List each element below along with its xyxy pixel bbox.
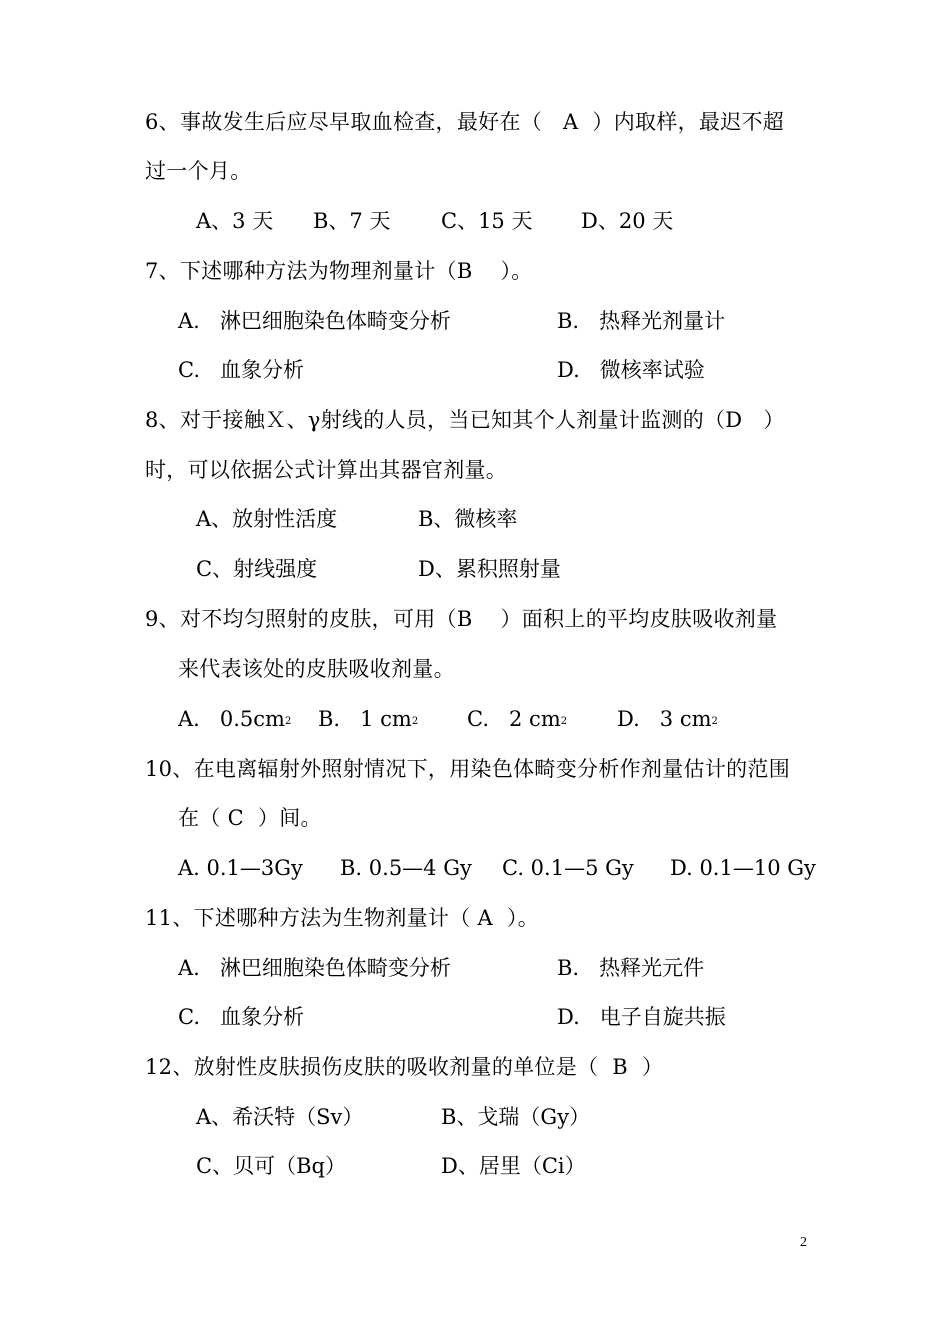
question-8-line-2: 时，可以依据公式计算出其器官剂量。 (145, 458, 508, 482)
question-8-option-c: C、射线强度 (196, 557, 318, 581)
question-9-option-d: D. 3 $cm^2$ (617, 707, 718, 731)
question-9-line-1: 9、对不均匀照射的皮肤，可用（B ）面积上的平均皮肤吸收剂量 (145, 607, 778, 631)
question-8-option-a: A、放射性活度 (196, 507, 338, 531)
question-11-option-b: B. 热释光元件 (557, 956, 705, 980)
question-10-line-1: 10、在电离辐射外照射情况下，用染色体畸变分析作剂量估计的范围 (145, 757, 791, 781)
question-7-option-c: C. 血象分析 (178, 358, 305, 382)
question-11-option-a: A. 淋巴细胞染色体畸变分析 (178, 956, 451, 980)
question-10-option-b: B. 0.5—4 Gy (340, 856, 472, 880)
question-6-option-d: D、20 天 (581, 209, 674, 233)
question-9-option-c: C. 2 $cm^2$ (467, 707, 568, 731)
question-12-option-a: A、希沃特（Sv） (196, 1105, 364, 1129)
question-11-stem: 11、下述哪种方法为生物剂量计（ A ）。 (145, 906, 540, 930)
superscript-2: 2 (560, 716, 568, 727)
question-10-line-2: 在（ C ）间。 (178, 806, 322, 830)
question-7-stem: 7、下述哪种方法为物理剂量计（B ）。 (145, 259, 533, 283)
question-10-option-d: D. 0.1—10 Gy (670, 856, 816, 880)
question-12-option-d: D、居里（Ci） (441, 1154, 586, 1178)
question-7-option-b: B. 热释光剂量计 (557, 309, 726, 333)
question-7-option-d: D. 微核率试验 (557, 358, 705, 382)
question-9-option-b: B. 1 $cm^2$ (318, 707, 419, 731)
question-6-option-a: A、3 天 (196, 209, 274, 233)
question-10-option-a: A. 0.1—3Gy (178, 856, 303, 880)
question-8-line-1: 8、对于接触Ｘ、γ射线的人员，当已知其个人剂量计监测的（D ） (145, 408, 785, 432)
superscript-2: 2 (284, 716, 292, 727)
question-9-option-a: A. $0.5cm^2$ (178, 707, 292, 731)
superscript-2: 2 (411, 716, 419, 727)
question-8-option-d: D、累积照射量 (418, 557, 561, 581)
question-6-option-c: C、15 天 (441, 209, 533, 233)
question-6-line-1: 6、事故发生后应尽早取血检查，最好在（ A ）内取样，最迟不超 (145, 110, 785, 134)
page-number: 2 (800, 1235, 807, 1250)
question-6-line-2: 过一个月。 (145, 159, 252, 183)
question-11-option-d: D. 电子自旋共振 (557, 1005, 726, 1029)
question-7-option-a: A. 淋巴细胞染色体畸变分析 (178, 309, 451, 333)
question-12-option-b: B、戈瑞（Gy） (441, 1105, 591, 1129)
question-12-stem: 12、放射性皮肤损伤皮肤的吸收剂量的单位是（ B ） (145, 1055, 664, 1079)
question-10-option-c: C. 0.1—5 Gy (502, 856, 634, 880)
question-12-option-c: C、贝可（Bq） (196, 1154, 346, 1178)
question-8-option-b: B、微核率 (418, 507, 518, 531)
question-6-option-b: B、7 天 (313, 209, 391, 233)
question-11-option-c: C. 血象分析 (178, 1005, 305, 1029)
superscript-2: 2 (711, 716, 718, 727)
question-9-line-2: 来代表该处的皮肤吸收剂量。 (178, 657, 455, 681)
